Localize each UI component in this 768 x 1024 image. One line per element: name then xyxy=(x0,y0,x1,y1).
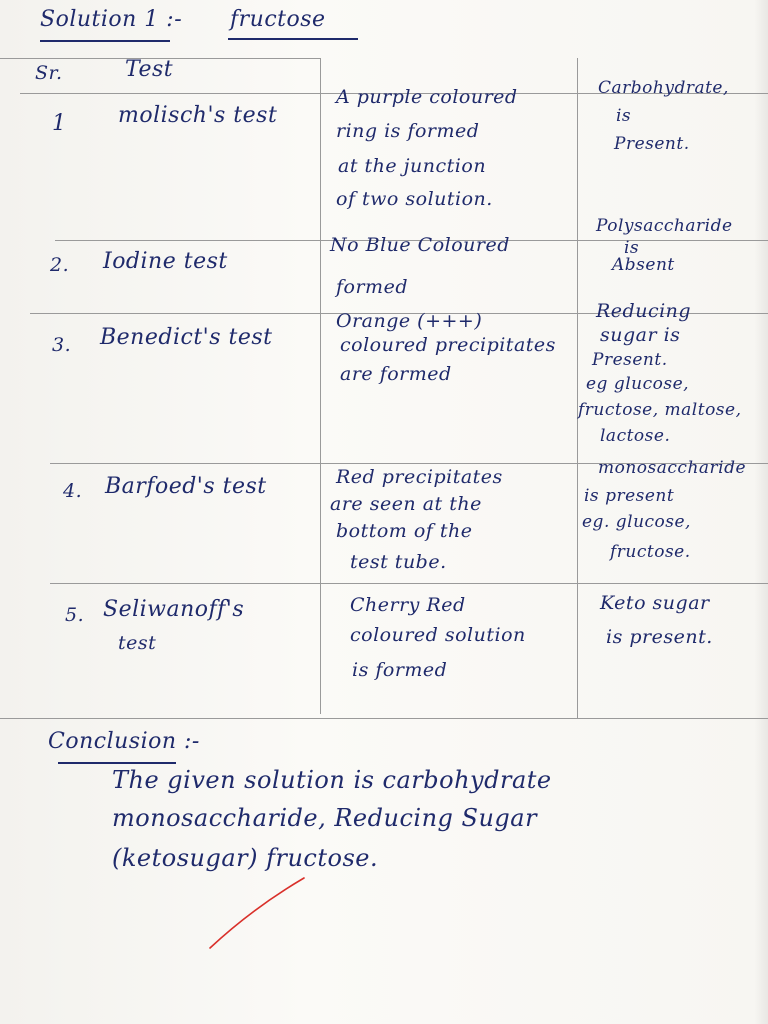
row1-obs-3: at the junction xyxy=(338,155,487,177)
title-label: Solution 1 :- xyxy=(40,7,183,32)
row3-obs-1: Orange (+++) xyxy=(336,310,483,332)
row3-inf-6: lactose. xyxy=(600,426,671,446)
row2-inf-2: is xyxy=(624,238,640,258)
row4-obs-2: are seen at the xyxy=(330,493,482,515)
row3-inf-1: Reducing xyxy=(596,300,692,322)
row5-obs-1: Cherry Red xyxy=(350,594,466,616)
row5-obs-3: is formed xyxy=(352,659,448,681)
row2-sr: 2. xyxy=(50,254,70,276)
col-divider-1 xyxy=(320,58,321,714)
row5-test-1: Seliwanoff's xyxy=(103,597,245,622)
red-tick-mark xyxy=(200,870,310,955)
header-test: Test xyxy=(125,57,174,82)
row2-obs-1: No Blue Coloured xyxy=(330,234,510,256)
row1-inf-2: is xyxy=(616,106,632,126)
table-bottom-rule xyxy=(0,718,768,719)
row5-obs-2: coloured solution xyxy=(350,624,526,646)
row4-inf-4: fructose. xyxy=(610,542,691,562)
row3-obs-2: coloured precipitates xyxy=(340,334,556,356)
header-sr: Sr. xyxy=(35,62,63,84)
row4-sr: 4. xyxy=(63,480,83,502)
row1-test: molisch's test xyxy=(118,103,278,128)
row5-sr: 5. xyxy=(65,604,85,626)
title-name-underline xyxy=(228,38,358,40)
page-edge-shadow xyxy=(754,0,768,1024)
row1-inf-3: Present. xyxy=(614,134,690,154)
conclusion-line-2: monosaccharide, Reducing Sugar xyxy=(112,804,538,832)
row1-sr: 1 xyxy=(52,111,67,136)
row5-inf-1: Keto sugar xyxy=(600,592,710,614)
row3-inf-2: sugar is xyxy=(600,324,681,346)
row1-obs-4: of two solution. xyxy=(336,188,493,210)
row4-obs-4: test tube. xyxy=(350,551,447,573)
row1-obs-1: A purple coloured xyxy=(336,86,518,108)
row5-test-2: test xyxy=(118,632,157,654)
row4-test: Barfoed's test xyxy=(105,474,267,499)
title-underline xyxy=(40,40,170,42)
row4-inf-3: eg. glucose, xyxy=(582,512,691,532)
row3-obs-3: are formed xyxy=(340,363,452,385)
conclusion-line-1: The given solution is carbohydrate xyxy=(112,766,552,794)
row4-inf-2: is present xyxy=(584,486,675,506)
row3-sr: 3. xyxy=(52,334,72,356)
title-name: fructose xyxy=(230,7,326,32)
row2-test: Iodine test xyxy=(103,249,228,274)
row4-inf-1: monosaccharide xyxy=(598,458,747,478)
col-divider-2 xyxy=(577,58,578,718)
row3-test: Benedict's test xyxy=(100,325,273,350)
conclusion-line-3: (ketosugar) fructose. xyxy=(112,844,379,872)
row4-obs-3: bottom of the xyxy=(336,520,473,542)
row4-obs-1: Red precipitates xyxy=(336,466,503,488)
conclusion-underline xyxy=(58,762,176,764)
row2-inf-1: Polysaccharide xyxy=(596,216,733,236)
row3-inf-5: fructose, maltose, xyxy=(578,400,742,420)
row2-obs-2: formed xyxy=(336,276,408,298)
row1-obs-2: ring is formed xyxy=(336,120,480,142)
conclusion-label: Conclusion :- xyxy=(48,729,200,754)
row2-inf-3: Absent xyxy=(612,255,675,275)
row-rule-4 xyxy=(50,583,768,584)
row3-inf-4: eg glucose, xyxy=(586,374,690,394)
row1-inf-1: Carbohydrate, xyxy=(598,78,729,98)
row3-inf-3: Present. xyxy=(592,350,668,370)
row5-inf-2: is present. xyxy=(606,626,713,648)
